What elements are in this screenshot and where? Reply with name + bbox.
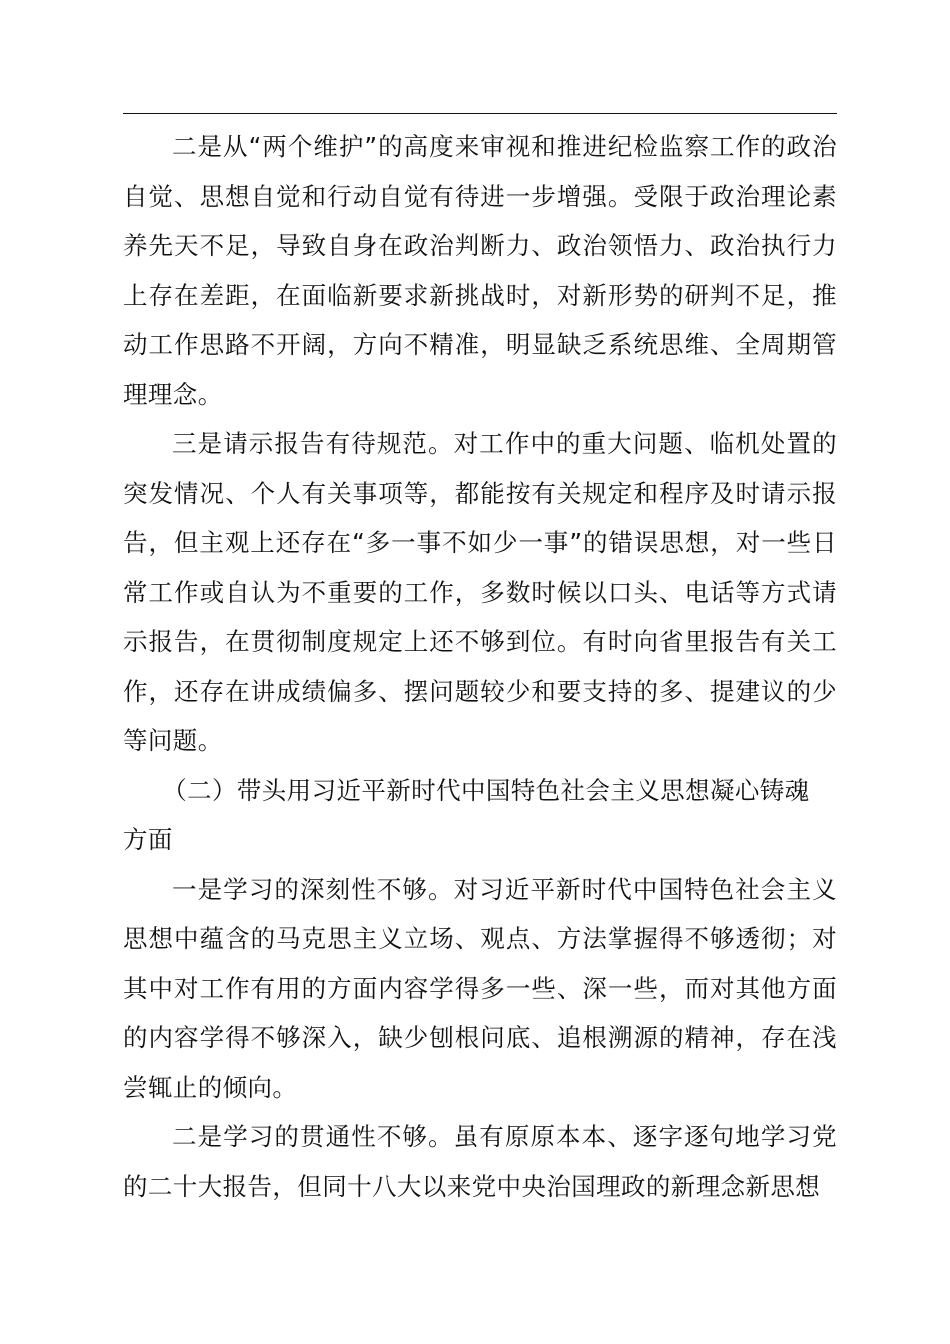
- paragraph-reporting-norms: 三是请示报告有待规范。对工作中的重大问题、临机处置的突发情况、个人有关事项等，都能按有关规定和程序及时请示报告，但主观上还存在“多一事不如少一事”的错误思想，对一些日常工作或自认为不重要的工作，多数时候以口头、电话等方式请示报告，在贯彻制度规定上还不够到位。有时向省里报告有关工作，还存在讲成绩偏多、摆问题较少和要支持的多、提建议的少等问题。: [123, 429, 837, 755]
- paragraph-study-coherence: 二是学习的贯通性不够。虽有原原本本、逐字逐句地学习党的二十大报告，但同十八大以来党中央治国理政的新理念新思想: [123, 1122, 837, 1201]
- paragraph-study-depth: 一是学习的深刻性不够。对习近平新时代中国特色社会主义思想中蕴含的马克思主义立场、观点、方法掌握得不够透彻；对其中对工作有用的方面内容学得多一些、深一些，而对其他方面的内容学得不够深入，缺少刨根问底、追根溯源的精神，存在浅尝辄止的倾向。: [123, 874, 837, 1102]
- document-body: [123, 122, 837, 1211]
- section-heading-2: （二）带头用习近平新时代中国特色社会主义思想凝心铸魂方面: [123, 775, 810, 854]
- header-rule: [123, 113, 837, 114]
- paragraph-political-awareness: 二是从“两个维护”的高度来审视和推进纪检监察工作的政治自觉、思想自觉和行动自觉有待进一步增强。受限于政治理论素养先天不足，导致自身在政治判断力、政治领悟力、政治执行力上存在差距，在面临新要求新挑战时，对新形势的研判不足，推动工作思路不开阔，方向不精准，明显缺乏系统思维、全周期管理理念。: [123, 132, 837, 409]
